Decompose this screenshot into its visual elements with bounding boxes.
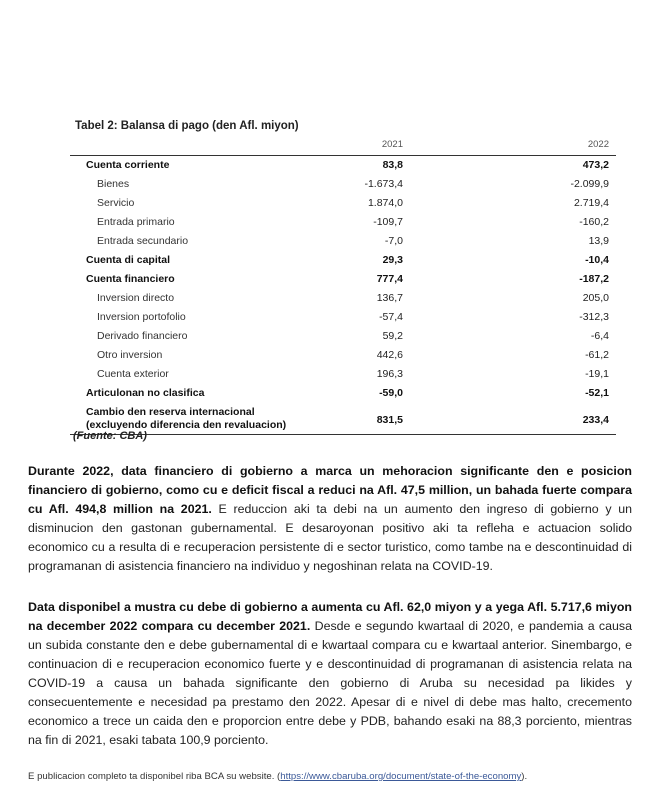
row-label: Entrada primario [97,216,175,228]
publication-link[interactable]: https://www.cbaruba.org/document/state-of-the-economy [280,771,522,782]
footnote-end: ). [521,771,528,782]
balance-of-payments-table [70,138,616,435]
table-row-bienes [70,175,616,194]
row-value-2022: 2.719,4 [573,197,609,209]
row-label: Cuenta exterior [97,368,169,380]
paragraph-government-finance [28,462,632,576]
row-value-2022: -2.099,9 [570,178,609,190]
table-row-entrada-secundario [70,232,616,251]
table-row-entrada-primario [70,213,616,232]
row-value-2022: -19,1 [585,368,609,380]
row-label: Inversion portofolio [97,311,186,323]
row-label-line2: (excluyendo diferencia den revaluacion) [86,418,287,431]
table-row-inversion-directo [70,289,616,308]
row-value-2022: -160,2 [579,216,609,228]
table-row-derivado-financiero [70,327,616,346]
footnote [28,771,527,782]
table-row-inversion-portofolio [70,308,616,327]
paragraph-bold-lead: Data disponibel a mustra cu debe di gobierno a aumenta cu Afl. 62,0 miyon y a yega Afl. 5.717,6 miyon na december 2022 compara cu december 2021. [28,600,632,633]
table-row-servicio [70,194,616,213]
row-label: Bienes [97,178,130,190]
row-value-2022: -187,2 [579,273,609,285]
row-value-2021: -109,7 [373,216,403,228]
table-row-otro-inversion [70,346,616,365]
row-value-2022: -10,4 [585,254,609,266]
paragraph-body: Desde e segundo kwartaal di 2020, e pandemia a causa un subida constante den e debe gubernamental di e kwartaal compara cu e kwartaal anterior. Sinembargo, e continuacion di e recuperacion economico fuerte y e descontinuidad di programanan di asistencia relata na COVID-19 a causa un bahada significante den gobierno di Aruba su necesidad pa likides y consecuentemente e necesidad pa prestamo den 2022. Apesar di e nivel di debe mas halto, crecemento economico a trece un caida den e proporcion entre debe y PDB, bahando esaki na 88,3 porciento, mientras na fin di 2021, esaki tabata 100,9 porciento. [28,619,632,747]
row-value-2021: -59,0 [379,387,403,399]
paragraph-bold-lead: Durante 2022, data financiero di gobierno a marca un mehoracion significante den e posicion financiero di gobierno, como cu e deficit fiscal a reduci na Afl. 47,5 million, un bahada fuerte compara cu Afl. 494,8 million na 2021. [28,464,632,516]
table-row-cuenta-financiero [70,270,616,289]
table-source: (Fuente: CBA) [73,430,147,442]
row-value-2021: 29,3 [382,254,403,266]
table-row-articulonan-no-clasifica [70,384,616,403]
table-title: Tabel 2: Balansa di pago (den Afl. miyon) [75,120,299,132]
paragraph-body: E reduccion aki ta debi na un aumento den ingreso di gobierno y un disminucion den gastonan gubernamental. E desaroyonan positivo aki ta refleha e actuacion solido economico cu a resulta di e recuperacion persistente di e sector turistico, como tambe na e descontinuidad di programanan di asistencia financiero na individuo y negoshinan relata na COVID-19. [28,502,632,573]
row-value-2021: 777,4 [376,273,403,285]
row-label: Entrada secundario [97,235,189,247]
row-label: Derivado financiero [97,330,188,342]
row-value-2021: 59,2 [382,330,403,342]
row-value-2021: -1.673,4 [364,178,403,190]
row-value-2022: 13,9 [588,235,609,247]
row-value-2021: 831,5 [376,414,403,426]
row-value-2022: -6,4 [590,330,609,342]
table-row-cuenta-di-capital [70,251,616,270]
header-year-2021: 2021 [381,139,403,150]
row-label: Inversion directo [97,292,175,304]
row-value-2021: -7,0 [384,235,403,247]
table-header-row [70,138,616,156]
row-value-2021: 1.874,0 [367,197,403,209]
paragraph-government-debt [28,598,632,750]
footnote-text: E publicacion completo ta disponibel riba BCA su website. ( [28,771,281,782]
row-label: Articulonan no clasifica [86,387,205,399]
row-label: Otro inversion [97,349,163,361]
row-value-2021: 83,8 [382,159,403,171]
row-label: Cuenta corriente [86,159,170,171]
row-value-2021: 196,3 [376,368,403,380]
row-label: Servicio [97,197,135,209]
table-row-cuenta-exterior [70,365,616,384]
table-row-cuenta-corriente [70,156,616,175]
row-value-2022: -52,1 [585,387,609,399]
row-value-2021: -57,4 [379,311,403,323]
row-value-2021: 442,6 [376,349,403,361]
row-value-2022: -61,2 [585,349,609,361]
row-label-line1: Cambio den reserva internacional [86,406,255,418]
row-label: Cuenta di capital [86,254,171,266]
row-value-2022: 473,2 [582,159,609,171]
row-value-2022: 233,4 [582,414,609,426]
row-label: Cuenta financiero [86,273,175,285]
table-row-cambio-den-reserva [70,403,616,435]
row-value-2022: 205,0 [582,292,609,304]
row-value-2022: -312,3 [579,311,609,323]
row-value-2021: 136,7 [376,292,403,304]
header-year-2022: 2022 [587,139,609,150]
